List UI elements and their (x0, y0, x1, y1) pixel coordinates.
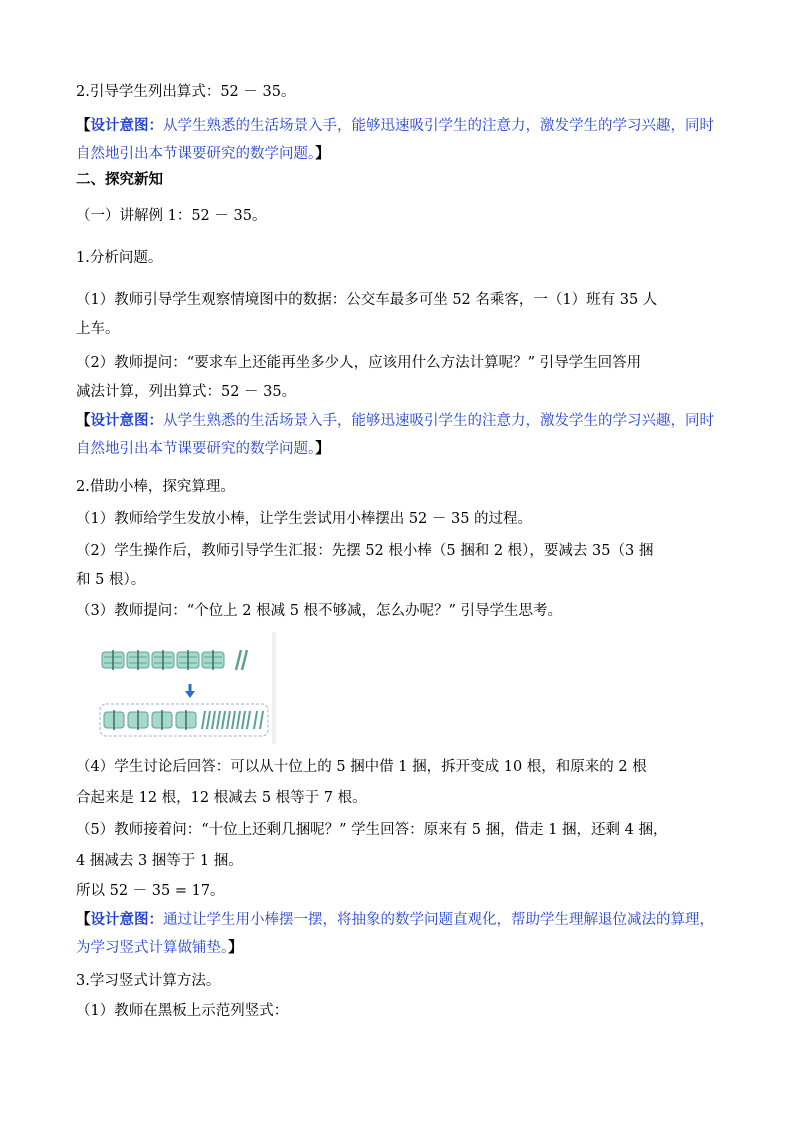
item-5b: 4 捆减去 3 捆等于 1 捆。 (76, 853, 243, 869)
single-sticks-top (236, 650, 247, 670)
bundle-top-2 (127, 650, 149, 670)
bundle-top-4 (177, 650, 199, 670)
para-1b: 上车。 (76, 321, 120, 337)
bracket-close: 】 (315, 145, 330, 162)
item-1: （1）教师给学生发放小棒，让学生尝试用小棒摆出 52 － 35 的过程。 (76, 511, 533, 527)
note-text: 从学生熟悉的生活场景入手，能够迅速吸引学生的注意力，激发学生的学习兴趣，同时自然地引出本节课要研究的数学问题。 (76, 118, 714, 162)
bundle-bottom-2 (128, 710, 148, 730)
arrow-down-icon (185, 684, 195, 698)
subsection-heading: （一）讲解例 1：52 － 35。 (76, 208, 267, 224)
bundle-top-5 (202, 650, 224, 670)
bracket-open: 【 (76, 911, 91, 928)
design-note-3 (76, 906, 726, 962)
bundle-top-3 (152, 650, 174, 670)
bracket-open: 【 (76, 412, 91, 429)
line-formula-intro: 2.引导学生列出算式：52 － 35。 (76, 84, 296, 100)
item-2a: （2）学生操作后，教师引导学生汇报：先摆 52 根小棒（5 捆和 2 根），要减去 35（3 捆 (76, 543, 654, 559)
step-3-heading: 3.学习竖式计算方法。 (76, 973, 221, 989)
section-heading: 二、探究新知 (76, 171, 163, 188)
step-2-heading: 2.借助小棒，探究算理。 (76, 479, 235, 495)
item-2b: 和 5 根）。 (76, 572, 146, 588)
bracket-close: 】 (228, 939, 243, 956)
note-text: 通过让学生用小棒摆一摆，将抽象的数学问题直观化，帮助学生理解退位减法的算理，为学习竖式计算做铺垫。 (76, 912, 714, 956)
bundle-top-1 (102, 650, 124, 670)
bracket-close: 】 (315, 440, 330, 457)
bundle-bottom-1 (104, 710, 124, 730)
note-text: 从学生熟悉的生活场景入手，能够迅速吸引学生的注意力，激发学生的学习兴趣，同时自然地引出本节课要研究的数学问题。 (76, 413, 714, 457)
design-note-1 (76, 112, 726, 168)
loose-sticks-bottom (202, 711, 263, 729)
sticks-illustration (98, 632, 276, 744)
bracket-open: 【 (76, 117, 91, 134)
note-label: 设计意图： (90, 412, 163, 429)
design-note-2 (76, 407, 726, 463)
para-2b: 减法计算，列出算式：52 － 35。 (76, 384, 297, 400)
bundle-bottom-4 (176, 710, 196, 730)
item-r1: （1）教师在黑板上示范列竖式： (76, 1003, 289, 1019)
para-2a: （2）教师提问：“要求车上还能再坐多少人，应该用什么方法计算呢？” 引导学生回答用 (76, 355, 642, 371)
bundle-bottom-3 (152, 710, 172, 730)
step-1-heading: 1.分析问题。 (76, 250, 163, 266)
item-4a: （4）学生讨论后回答：可以从十位上的 5 捆中借 1 捆，拆开变成 10 根，和原来的 2 根 (76, 759, 647, 775)
sticks-svg (98, 632, 276, 744)
note-label: 设计意图： (90, 911, 163, 928)
item-3: （3）教师提问：“个位上 2 根减 5 根不够减，怎么办呢？” 引导学生思考。 (76, 603, 563, 619)
result-line: 所以 52 － 35 = 17。 (76, 883, 225, 899)
para-1a: （1）教师引导学生观察情境图中的数据：公交车最多可坐 52 名乘客，一（1）班有 35 人 (76, 292, 658, 308)
item-4b: 合起来是 12 根，12 根减去 5 根等于 7 根。 (76, 790, 367, 806)
note-label: 设计意图： (90, 117, 163, 134)
item-5a: （5）教师接着问：“十位上还剩几捆呢？” 学生回答：原来有 5 捆，借走 1 捆，还剩 4 捆， (76, 822, 668, 838)
